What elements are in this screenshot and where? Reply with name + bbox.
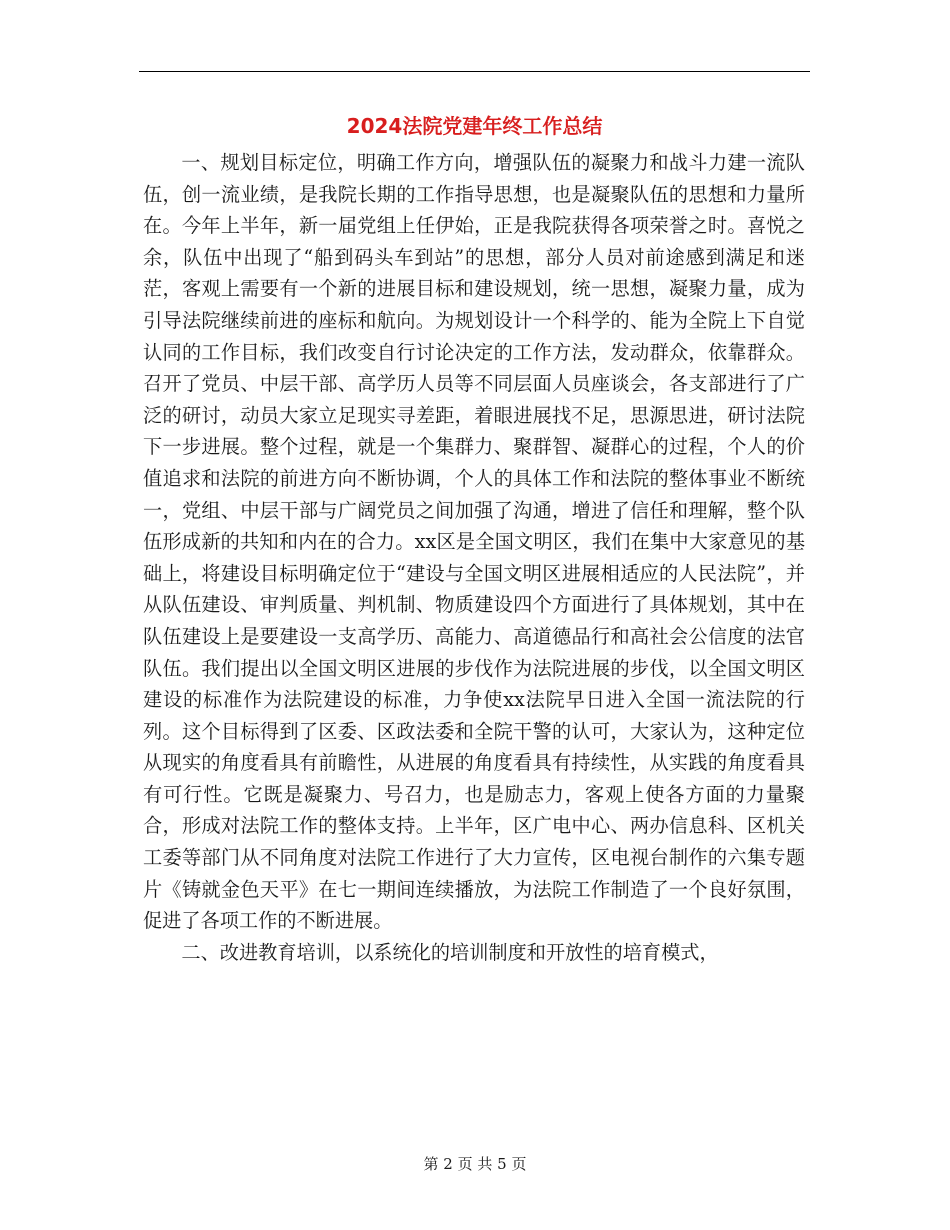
paragraph-2: 二、改进教育培训，以系统化的培训制度和开放性的培育模式， (181, 940, 719, 964)
document-title: 2024法院党建年终工作总结 (346, 114, 603, 138)
header-rule (139, 71, 810, 72)
page-number-footer: 第 2 页 共 5 页 (423, 1155, 527, 1173)
paragraph-1: 一、规划目标定位，明确工作方向，增强队伍的凝聚力和战斗力建一流队伍，创一流业绩，是我院长期的工作指导思想，也是凝聚队伍的思想和力量所在。今年上半年，新一届党组上任伊始，正是我院获得各项荣誉之时。喜悦之余，队伍中出现了“船到码头车到站”的思想，部分人员对前途感到满足和迷茫，客观上需要有一个新的进展目标和建设规划，统一思想，凝聚力量，成为引导法院继续前进的座标和航向。为规划设计一个科学的、能为全院上下自觉认同的工作目标，我们改变自行讨论决定的工作方法，发动群众，依靠群众。召开了党员、中层干部、高学历人员等不同层面人员座谈会，各支部进行了广泛的研讨，动员大家立足现实寻差距，着眼进展找不足，思源思进，研讨法院下一步进展。整个过程，就是一个集群力、聚群智、凝群心的过程，个人的价值追求和法院的前进方向不断协调，个人的具体工作和法院的整体事业不断统一，党组、中层干部与广阔党员之间加强了沟通，增进了信任和理解，整个队伍形成新的共知和内在的合力。xx区是全国文明区，我们在集中大家意见的基础上，将建设目标明确定位于“建设与全国文明区进展相适应的人民法院”，并从队伍建设、审判质量、判机制、物质建设四个方面进行了具体规划，其中在队伍建设上是要建设一支高学历、高能力、高道德品行和高社会公信度的法官队伍。我们提出以全国文明区进展的步伐作为法院进展的步伐，以全国文明区建设的标准作为法院建设的标准，力争使xx法院早日进入全国一流法院的行列。这个目标得到了区委、区政法委和全院干警的认可，大家认为，这种定位从现实的角度看具有前瞻性，从进展的角度看具有持续性，从实践的角度看具有可行性。它既是凝聚力、号召力，也是励志力，客观上使各方面的力量聚合，形成对法院工作的整体支持。上半年，区广电中心、两办信息科、区机关工委等部门从不同角度对法院工作进行了大力宣传，区电视台制作的六集专题片《铸就金色天平》在七一期间连续播放，为法院工作制造了一个良好氛围，促进了各项工作的不断进展。 (143, 151, 805, 933)
document-body (143, 147, 805, 968)
